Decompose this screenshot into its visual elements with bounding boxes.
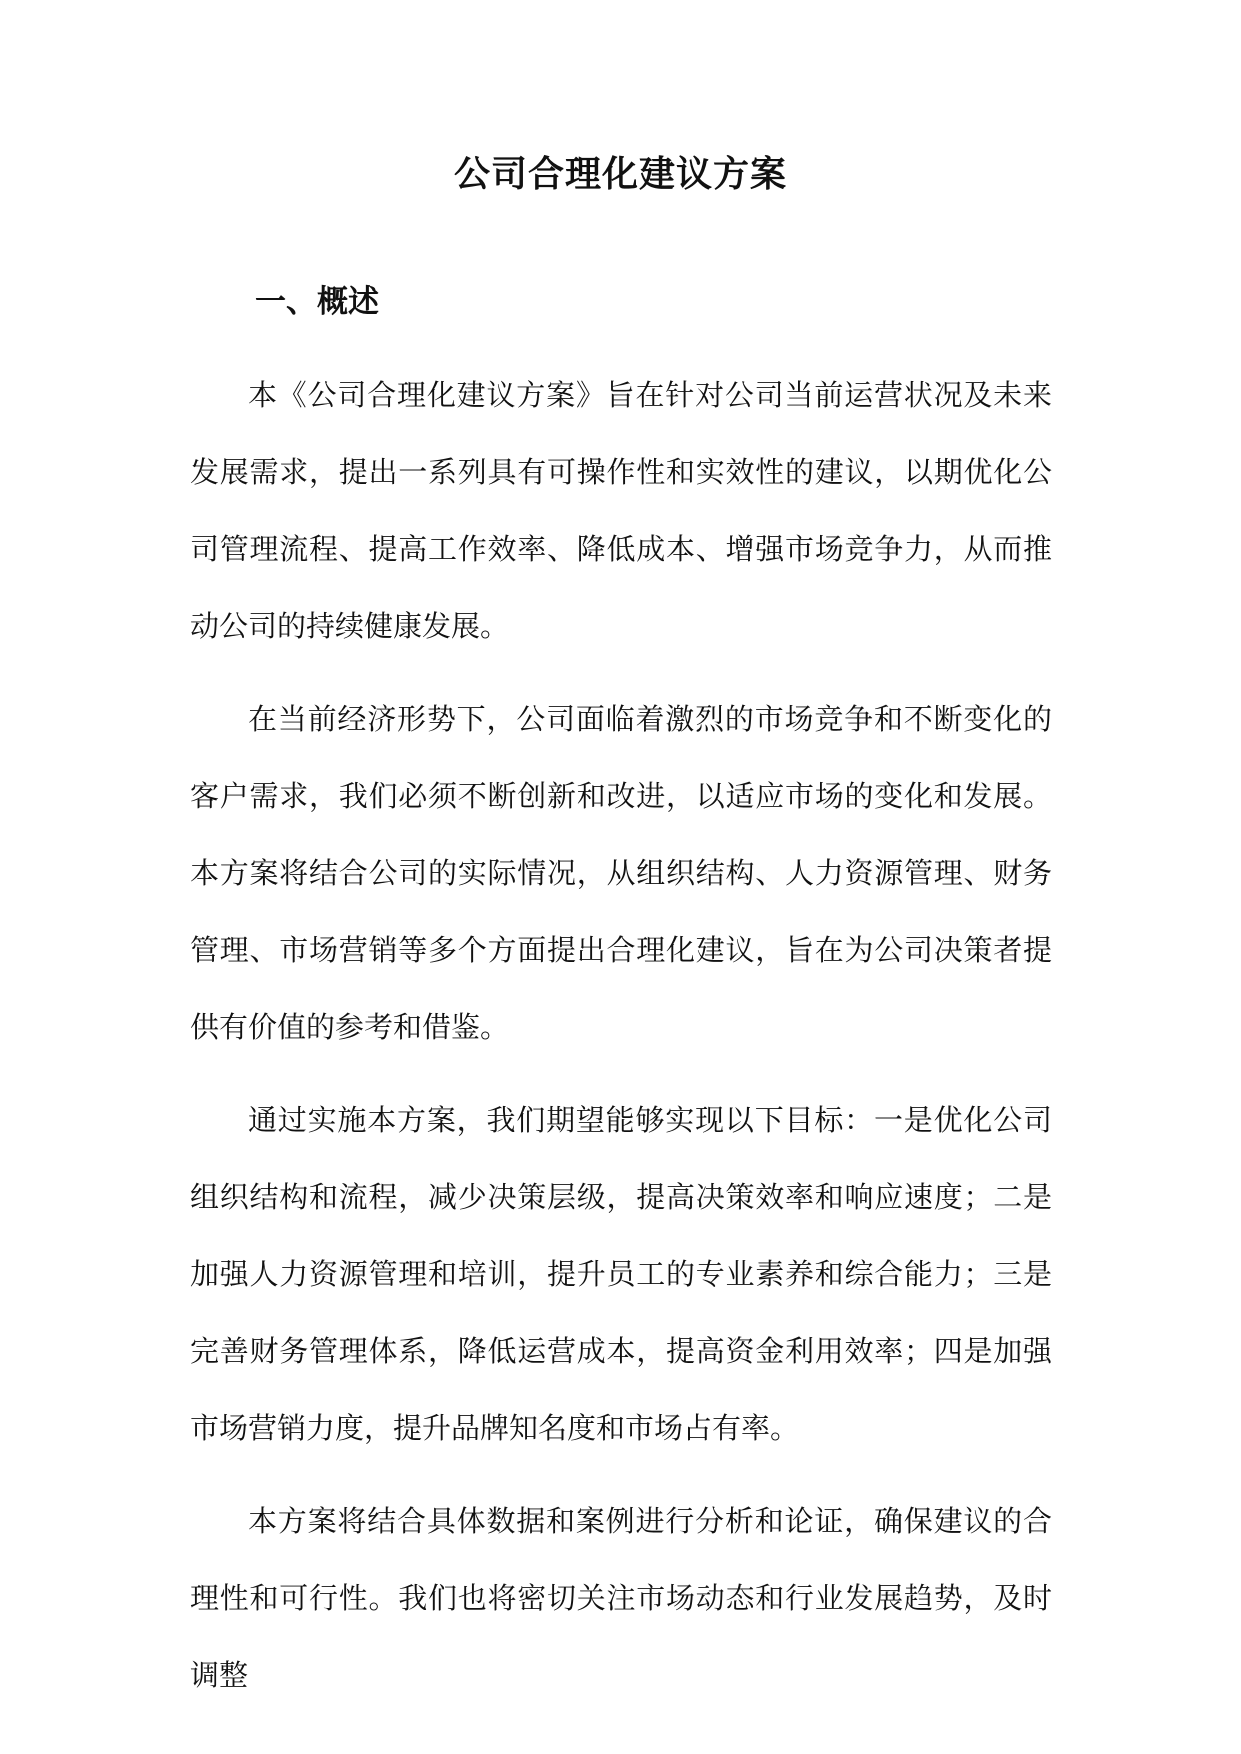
body-text: [190, 357, 1052, 1730]
paragraph: 本方案将结合具体数据和案例进行分析和论证，确保建议的合理性和可行性。我们也将密切关注市场动态和行业发展趋势，及时调整: [190, 1504, 1052, 1692]
section-heading: 一、概述: [255, 284, 379, 320]
paragraph: 通过实施本方案，我们期望能够实现以下目标：一是优化公司组织结构和流程，减少决策层级，提高决策效率和响应速度；二是加强人力资源管理和培训，提升员工的专业素养和综合能力；三是完善财务管理体系，降低运营成本，提高资金利用效率；四是加强市场营销力度，提升品牌知名度和市场占有率。: [190, 1103, 1052, 1445]
paragraph: 在当前经济形势下，公司面临着激烈的市场竞争和不断变化的客户需求，我们必须不断创新和改进，以适应市场的变化和发展。本方案将结合公司的实际情况，从组织结构、人力资源管理、财务管理、市场营销等多个方面提出合理化建议，旨在为公司决策者提供有价值的参考和借鉴。: [190, 702, 1052, 1044]
document-title: 公司合理化建议方案: [453, 154, 787, 195]
paragraph: 本《公司合理化建议方案》旨在针对公司当前运营状况及未来发展需求，提出一系列具有可操作性和实效性的建议，以期优化公司管理流程、提高工作效率、降低成本、增强市场竞争力，从而推动公司的持续健康发展。: [190, 378, 1052, 643]
